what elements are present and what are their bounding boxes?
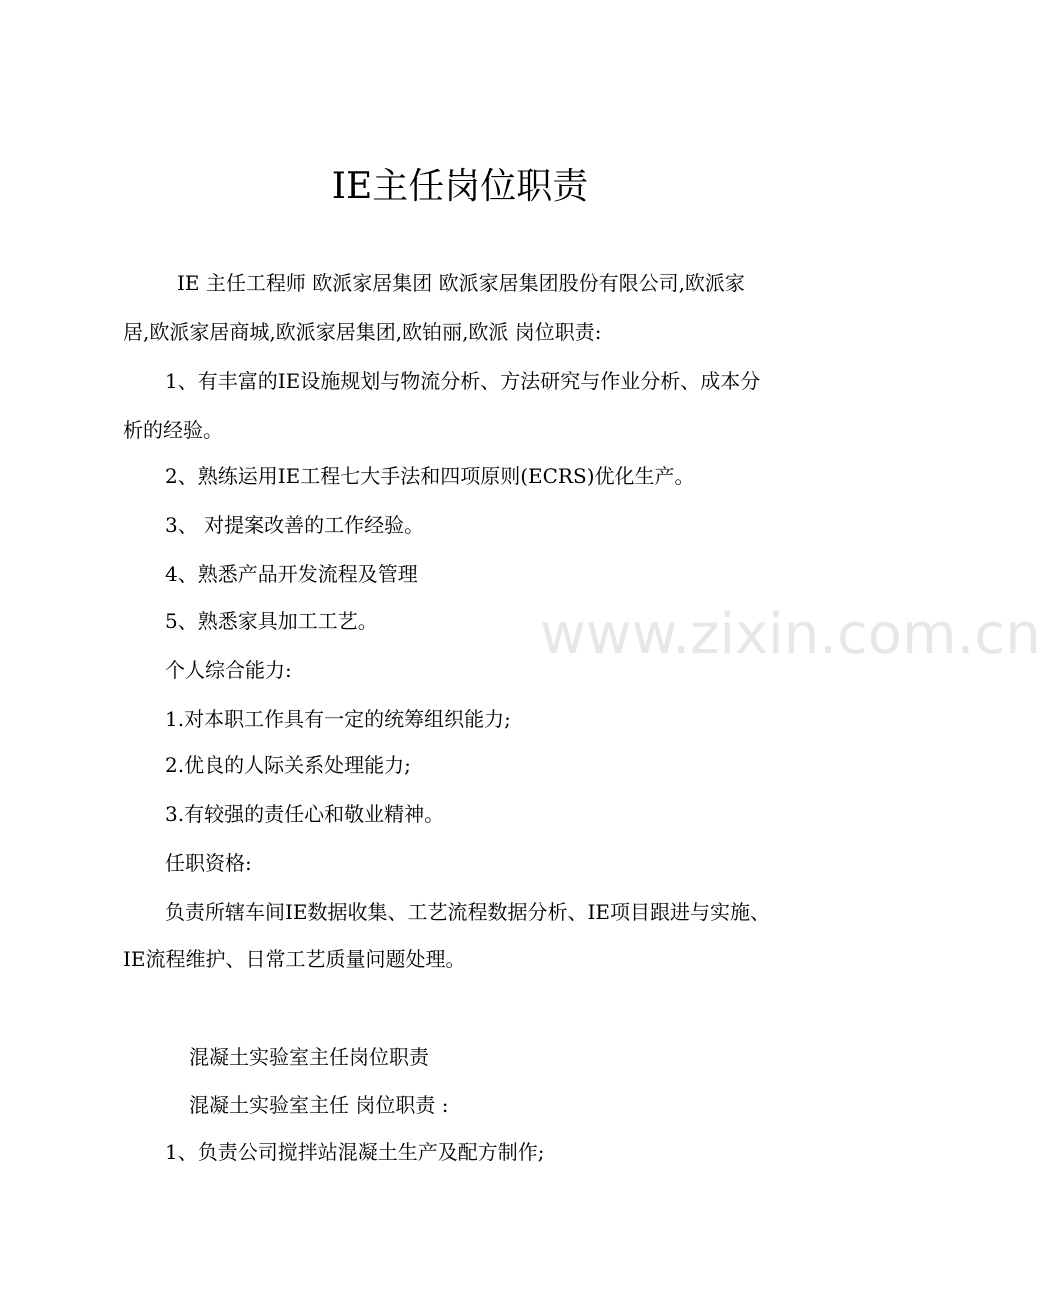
abilities-heading: 个人综合能力: <box>165 658 292 682</box>
duty-line-2: 析的经验。 <box>123 418 223 442</box>
duty-line-3: 2、熟练运用IE工程七大手法和四项原则(ECRS)优化生产。 <box>165 464 695 488</box>
duty-line-4: 3、 对提案改善的工作经验。 <box>165 513 425 537</box>
section2-item-1: 1、负责公司搅拌站混凝土生产及配方制作; <box>165 1140 545 1164</box>
section2-subtitle: 混凝土实验室主任 岗位职责 : <box>189 1093 449 1117</box>
qualifications-heading: 任职资格: <box>165 851 252 875</box>
document-title: IE主任岗位职责 <box>331 166 589 207</box>
section2-title: 混凝土实验室主任岗位职责 <box>189 1045 429 1069</box>
intro-line-1: IE 主任工程师 欧派家居集团 欧派家居集团股份有限公司,欧派家 <box>177 271 745 295</box>
duty-line-1: 1、有丰富的IE设施规划与物流分析、方法研究与作业分析、成本分 <box>165 369 761 393</box>
watermark: www.zixin.com.cn <box>540 602 1041 667</box>
duty-line-5: 4、熟悉产品开发流程及管理 <box>165 562 418 586</box>
ability-item-3: 3.有较强的责任心和敬业精神。 <box>165 802 445 826</box>
qualification-line-1: 负责所辖车间IE数据收集、工艺流程数据分析、IE项目跟进与实施、 <box>165 900 770 924</box>
duty-line-6: 5、熟悉家具加工工艺。 <box>165 609 378 633</box>
ability-item-2: 2.优良的人际关系处理能力; <box>165 753 411 777</box>
intro-line-2: 居,欧派家居商城,欧派家居集团,欧铂丽,欧派 岗位职责: <box>123 320 602 344</box>
ability-item-1: 1.对本职工作具有一定的统筹组织能力; <box>165 707 511 731</box>
qualification-line-2: IE流程维护、日常工艺质量问题处理。 <box>123 947 466 971</box>
